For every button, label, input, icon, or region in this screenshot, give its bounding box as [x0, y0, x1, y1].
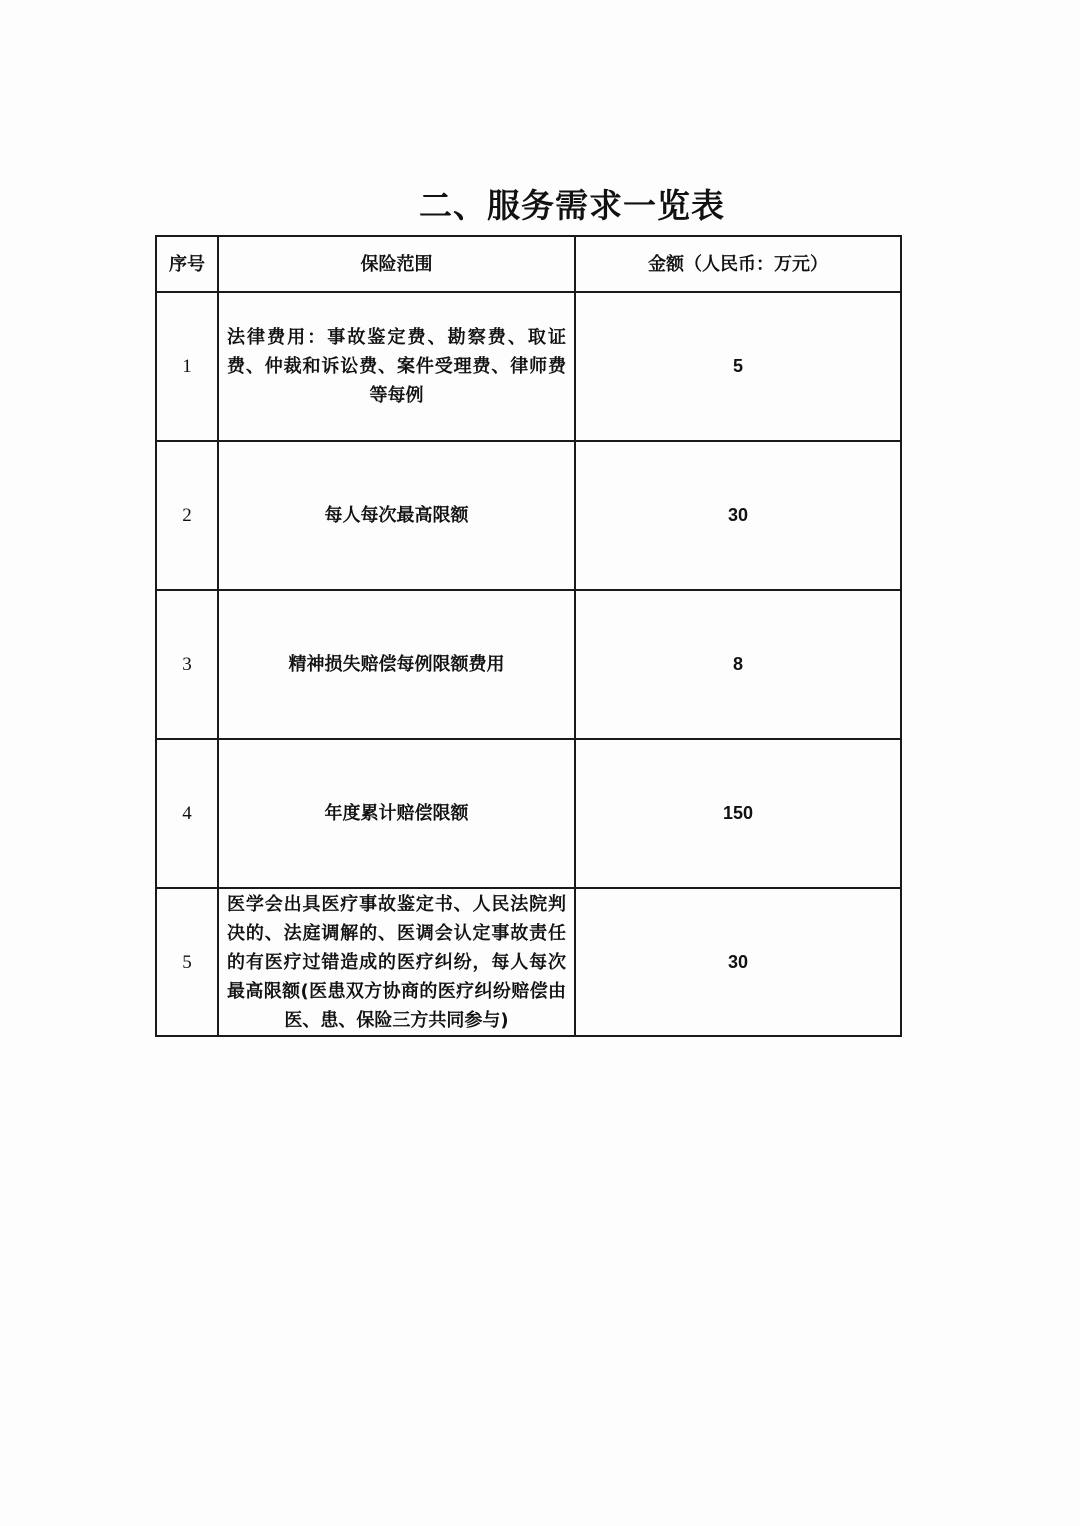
header-amount: 金额（人民币：万元） [575, 236, 901, 292]
row-index: 4 [156, 739, 218, 888]
header-index: 序号 [156, 236, 218, 292]
header-scope: 保险范围 [218, 236, 575, 292]
row-amount: 30 [575, 888, 901, 1036]
document-title: 二、服务需求一览表 [419, 186, 725, 225]
table-row [156, 590, 901, 739]
row-scope: 精神损失赔偿每例限额费用 [218, 590, 575, 739]
table-row [156, 739, 901, 888]
row-index: 5 [156, 888, 218, 1036]
row-scope: 医学会出具医疗事故鉴定书、人民法院判决的、法庭调解的、医调会认定事故责任的有医疗过错造成的医疗纠纷，每人每次最高限额(医患双方协商的医疗纠纷赔偿由医、患、保险三方共同参与) [218, 888, 575, 1036]
service-requirements-table [155, 235, 902, 1037]
row-amount: 150 [575, 739, 901, 888]
row-scope: 每人每次最高限额 [218, 441, 575, 590]
row-index: 2 [156, 441, 218, 590]
table-row [156, 292, 901, 441]
row-amount: 5 [575, 292, 901, 441]
row-amount: 30 [575, 441, 901, 590]
row-index: 1 [156, 292, 218, 441]
table-header-row [156, 236, 901, 292]
row-scope: 年度累计赔偿限额 [218, 739, 575, 888]
row-amount: 8 [575, 590, 901, 739]
table-row [156, 441, 901, 590]
table-row [156, 888, 901, 1036]
row-index: 3 [156, 590, 218, 739]
row-scope: 法律费用：事故鉴定费、勘察费、取证费、仲裁和诉讼费、案件受理费、律师费等每例 [218, 292, 575, 441]
